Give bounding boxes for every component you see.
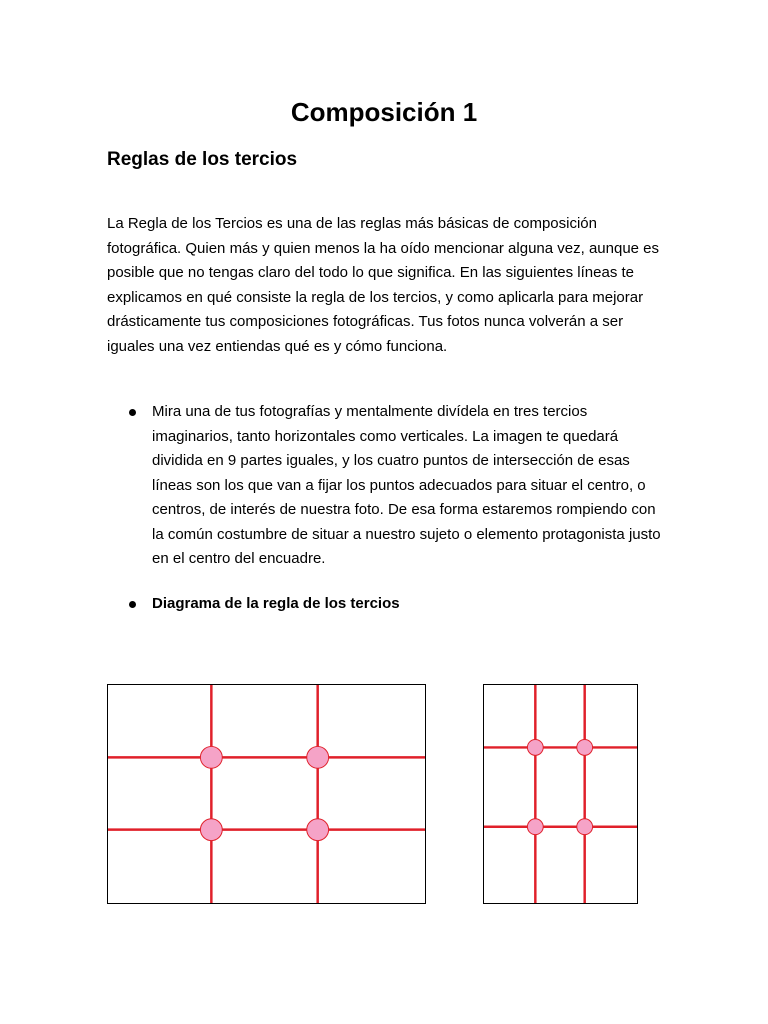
intersection-point-top-left — [200, 746, 222, 768]
intro-paragraph: La Regla de los Tercios es una de las reglas más básicas de composición fotográfica. Quien más y quien menos la ha oído mencionar alguna vez, aunque es posible que no tengas claro del todo lo que significa. En las siguientes líneas te explicamos en qué consiste la regla de los tercios, y como aplicarla para mejorar drásticamente tus composiciones fotográficas. Tus fotos nunca volverán a ser iguales una vez entiendas qué es y cómo funciona. — [107, 215, 660, 355]
page-title: Composición 1 — [290, 97, 478, 127]
intersection-point-top-right — [577, 740, 593, 756]
intersection-point-top-left — [527, 740, 543, 756]
intersection-point-bottom-left — [527, 819, 543, 835]
intersection-point-bottom-left — [200, 819, 222, 841]
rule-of-thirds-diagram-portrait — [483, 684, 638, 904]
list-item — [107, 400, 667, 572]
thirds-grid-portrait — [484, 685, 637, 903]
intersection-point-top-right — [307, 746, 329, 768]
bullet-icon — [129, 409, 136, 416]
bullet-text: Mira una de tus fotografías y mentalmente divídela en tres tercios imaginarios, tanto horizontales como verticales. La imagen te quedará dividida en 9 partes iguales, y los cuatro puntos de intersección de esas líneas son los que van a fijar los puntos adecuados para situar el centro, o centros, de interés de nuestra foto. De esa forma estaremos rompiendo con la común costumbre de situar a nuestro sujeto o elemento protagonista justo en el centro del encuadre. — [152, 403, 661, 567]
bullet-icon — [129, 601, 136, 608]
intersection-point-bottom-right — [307, 819, 329, 841]
list-item — [107, 592, 667, 617]
section-heading: Reglas de los tercios — [107, 149, 298, 170]
bullet-list-description — [107, 400, 667, 572]
bullet-list-diagram-caption — [107, 592, 667, 617]
rule-of-thirds-diagram-landscape — [107, 684, 426, 904]
bullet-text: Diagrama de la regla de los tercios — [152, 595, 400, 612]
thirds-grid-landscape — [108, 685, 425, 903]
intersection-point-bottom-right — [577, 819, 593, 835]
